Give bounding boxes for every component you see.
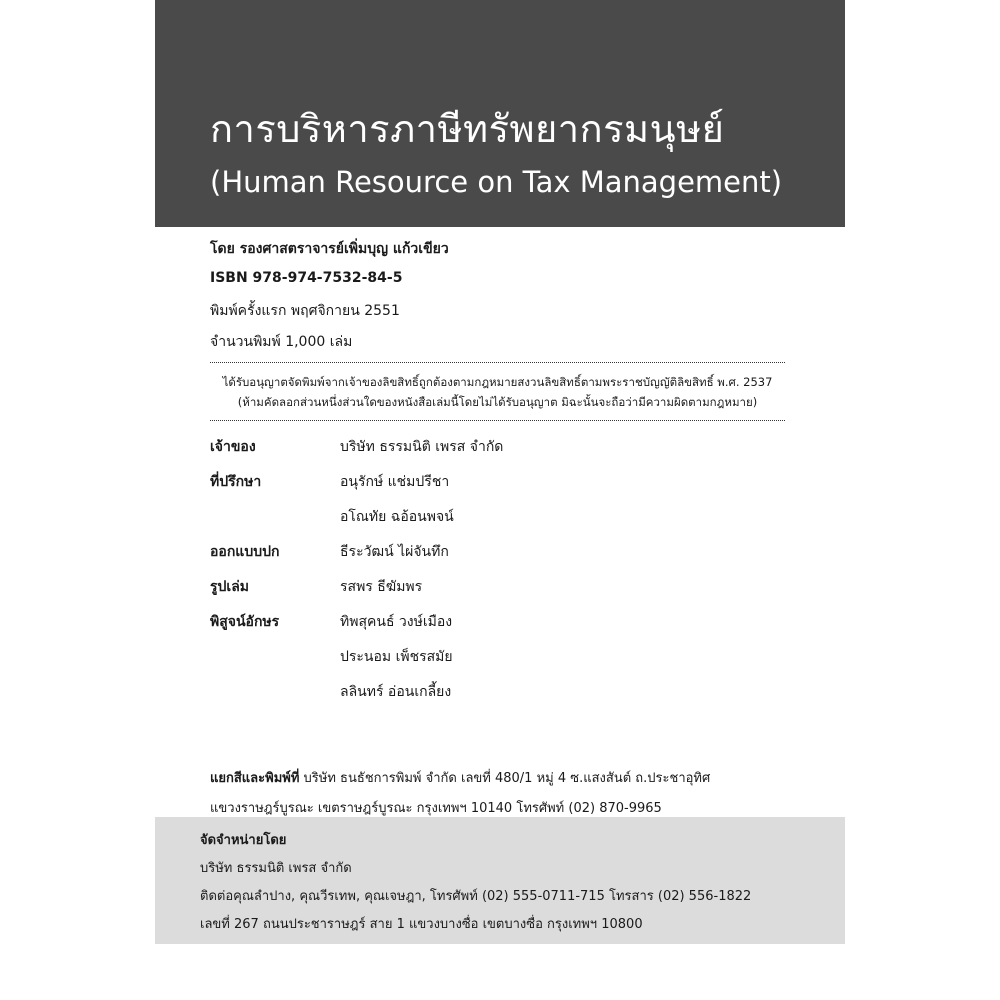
isbn-line: ISBN 978-974-7532-84-5 [210,270,403,286]
credit-name: ประนอม เพ็ชรสมัย [340,649,453,665]
printer-address-1: บริษัท ธนธัชการพิมพ์ จำกัด เลขที่ 480/1 หมู่ 4 ซ.แสงสันต์ ถ.ประชาอุทิศ [299,771,711,786]
copyright-line-2: (ห้ามคัดลอกส่วนหนึ่งส่วนใดของหนังสือเล่มนี้โดยไม่ได้รับอนุญาต มิฉะนั้นจะถือว่ามีความผิดตามกฎหมาย) [237,395,758,409]
printer-label: แยกสีและพิมพ์ที่ [210,771,300,786]
credit-name: อนุรักษ์ แช่มปรีชา [340,474,450,490]
credit-row [210,471,785,506]
credit-row [210,436,785,471]
title-banner [155,0,845,227]
distribution-box [155,817,845,944]
credit-row [210,576,785,611]
imprint-page [155,0,845,1000]
first-print-line: พิมพ์ครั้งแรก พฤศจิกายน 2551 [210,303,400,319]
credit-name: บริษัท ธรรมนิติ เพรส จำกัด [340,439,504,455]
distribution-contact: ติดต่อคุณลำปาง, คุณวีรเทพ, คุณเจษฎา, โทรศัพท์ (02) 555-0711-715 โทรสาร (02) 556-1822 [200,889,752,904]
credit-role: รูปเล่ม [210,579,249,595]
printer-info [210,764,710,824]
printer-line-1 [210,764,710,794]
credit-row [210,506,785,541]
credit-name: อโณทัย ฉอ้อนพจน์ [340,509,454,525]
divider-top [210,362,785,363]
credit-name: ลลินทร์ อ่อนเกลี้ยง [340,684,452,700]
credit-name: รสพร ธีฆัมพร [340,579,423,595]
credit-row [210,681,785,716]
copyright-line-1: ได้รับอนุญาตจัดพิมพ์จากเจ้าของลิขสิทธิ์ถูกต้องตามกฎหมายสงวนลิขสิทธิ์ตามพระราชบัญญัติลิขสิทธิ์ พ.ศ. 2537 [222,375,773,389]
distribution-content [200,827,751,939]
copyright-notice [210,372,785,412]
divider-bottom [210,420,785,421]
credit-role: เจ้าของ [210,439,256,455]
credit-role: ออกแบบปก [210,544,280,560]
distribution-heading: จัดจำหน่ายโดย [200,833,287,848]
author-line: โดย รองศาสตราจารย์เพิ่มบุญ แก้วเขียว [210,241,449,257]
credit-name: ธีระวัฒน์ ไผ่จันทึก [340,544,449,560]
credit-row [210,611,785,646]
credit-role: พิสูจน์อักษร [210,614,280,630]
printer-line-2: แขวงราษฎร์บูรณะ เขตราษฎร์บูรณะ กรุงเทพฯ 10140 โทรศัพท์ (02) 870-9965 [210,801,662,816]
distribution-company: บริษัท ธรรมนิติ เพรส จำกัด [200,861,352,876]
book-title-thai: การบริหารภาษีทรัพยากรมนุษย์ [210,107,725,151]
credit-name: ทิพสุคนธ์ วงษ์เมือง [340,614,453,630]
credit-row [210,646,785,681]
distribution-address: เลขที่ 267 ถนนประชาราษฎร์ สาย 1 แขวงบางซื่อ เขตบางซื่อ กรุงเทพฯ 10800 [200,917,643,932]
credit-role: ที่ปรึกษา [210,474,262,490]
credits-list [210,436,785,716]
print-run-line: จำนวนพิมพ์ 1,000 เล่ม [210,334,353,350]
credit-row [210,541,785,576]
book-title-english: (Human Resource on Tax Management) [210,165,783,199]
